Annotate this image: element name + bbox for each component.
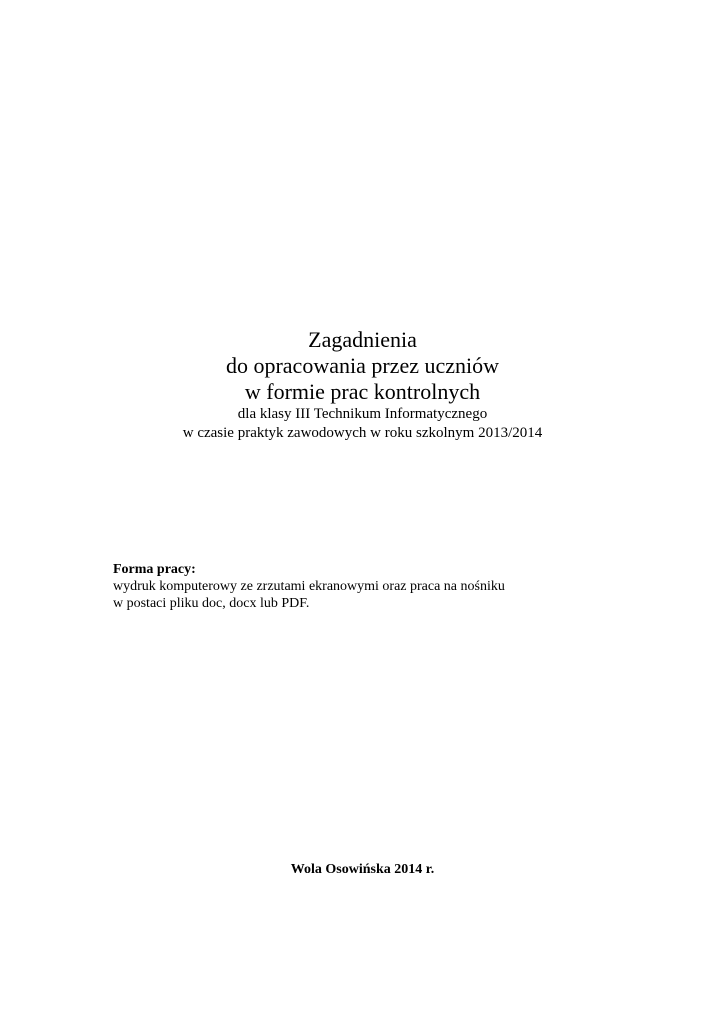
subtitle-line-2: w czasie praktyk zawodowych w roku szkolnym 2013/2014 <box>182 425 543 441</box>
subtitle-line-1: dla klasy III Technikum Informatycznego <box>237 406 488 422</box>
title-line-2: do opracowania przez uczniów <box>225 353 500 378</box>
title-block <box>0 327 725 443</box>
place-and-date: Wola Osowińska 2014 r. <box>290 862 435 877</box>
form-of-work-block <box>113 561 673 612</box>
form-heading: Forma pracy: <box>113 562 196 577</box>
form-description-line-1: wydruk komputerowy ze zrzutami ekranowymi oraz praca na nośniku <box>113 579 505 594</box>
form-description-line-2: w postaci pliku doc, docx lub PDF. <box>113 596 310 611</box>
title-line-1: Zagadnienia <box>308 327 417 352</box>
title-line-3: w formie prac kontrolnych <box>244 379 481 404</box>
